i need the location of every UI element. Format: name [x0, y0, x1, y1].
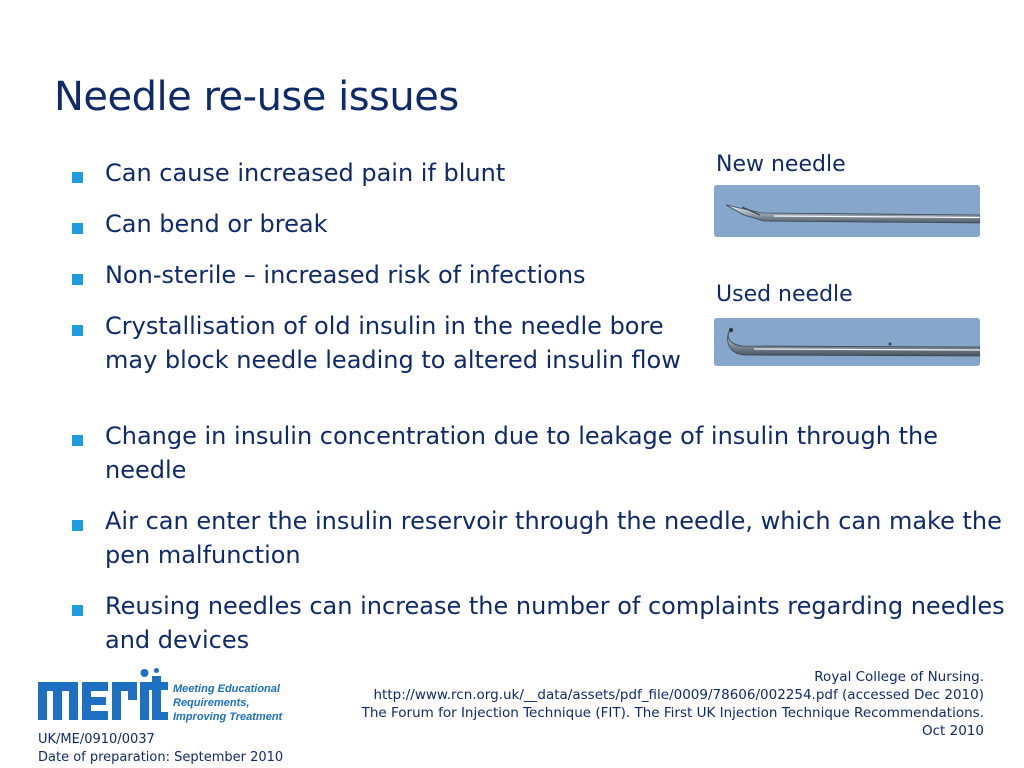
bullet-item	[72, 419, 985, 487]
bullet-text: Air can enter the insulin reservoir through the needle, which can make the pen malfunction	[105, 507, 1002, 569]
bullet-square-icon	[72, 520, 83, 531]
bullet-text: Non-sterile – increased risk of infections	[105, 261, 586, 289]
bullet-item	[72, 258, 586, 292]
bullet-item	[72, 207, 328, 241]
bullet-item	[72, 156, 505, 190]
preparation-date: Date of preparation: September 2010	[38, 750, 284, 765]
document-code: UK/ME/0910/0037	[38, 732, 155, 747]
bullet-square-icon	[72, 605, 83, 616]
bullet-text: Crystallisation of old insulin in the needle bore may block needle leading to altered insulin flow	[105, 312, 681, 374]
bullet-square-icon	[72, 435, 83, 446]
bullet-text: Change in insulin concentration due to leakage of insulin through the needle	[105, 422, 939, 484]
merit-logo	[36, 668, 286, 730]
bullet-item	[72, 504, 1005, 572]
new-needle-image	[714, 185, 980, 237]
bullet-item	[72, 589, 1005, 657]
bullet-square-icon	[72, 274, 83, 285]
used-needle-image	[714, 318, 980, 366]
used-needle-label: Used needle	[716, 282, 853, 307]
bullet-text: Can cause increased pain if blunt	[105, 159, 506, 187]
logo-tagline-2: Requirements,	[173, 697, 250, 709]
bullet-text: Reusing needles can increase the number of complaints regarding needles and devices	[105, 592, 1005, 654]
logo-tagline-3: Improving Treatment	[173, 711, 283, 723]
footer	[38, 731, 283, 767]
new-needle-label: New needle	[716, 152, 846, 177]
bullet-item	[72, 309, 695, 377]
reference-line: The Forum for Injection Technique (FIT). The First UK Injection Technique Recommendations.	[361, 705, 984, 721]
reference-line: Royal College of Nursing.	[814, 669, 984, 685]
bullet-square-icon	[72, 172, 83, 183]
slide-title: Needle re-use issues	[54, 74, 459, 120]
bullet-text: Can bend or break	[105, 210, 328, 238]
reference-link[interactable]: http://www.rcn.org.uk/__data/assets/pdf_file/0009/78606/002254.pdf (accessed Dec 2010)	[373, 687, 984, 703]
logo-tagline-1: Meeting Educational	[173, 683, 280, 695]
reference-line: Oct 2010	[922, 723, 984, 739]
bullet-square-icon	[72, 325, 83, 336]
bullet-square-icon	[72, 223, 83, 234]
references	[362, 668, 984, 740]
